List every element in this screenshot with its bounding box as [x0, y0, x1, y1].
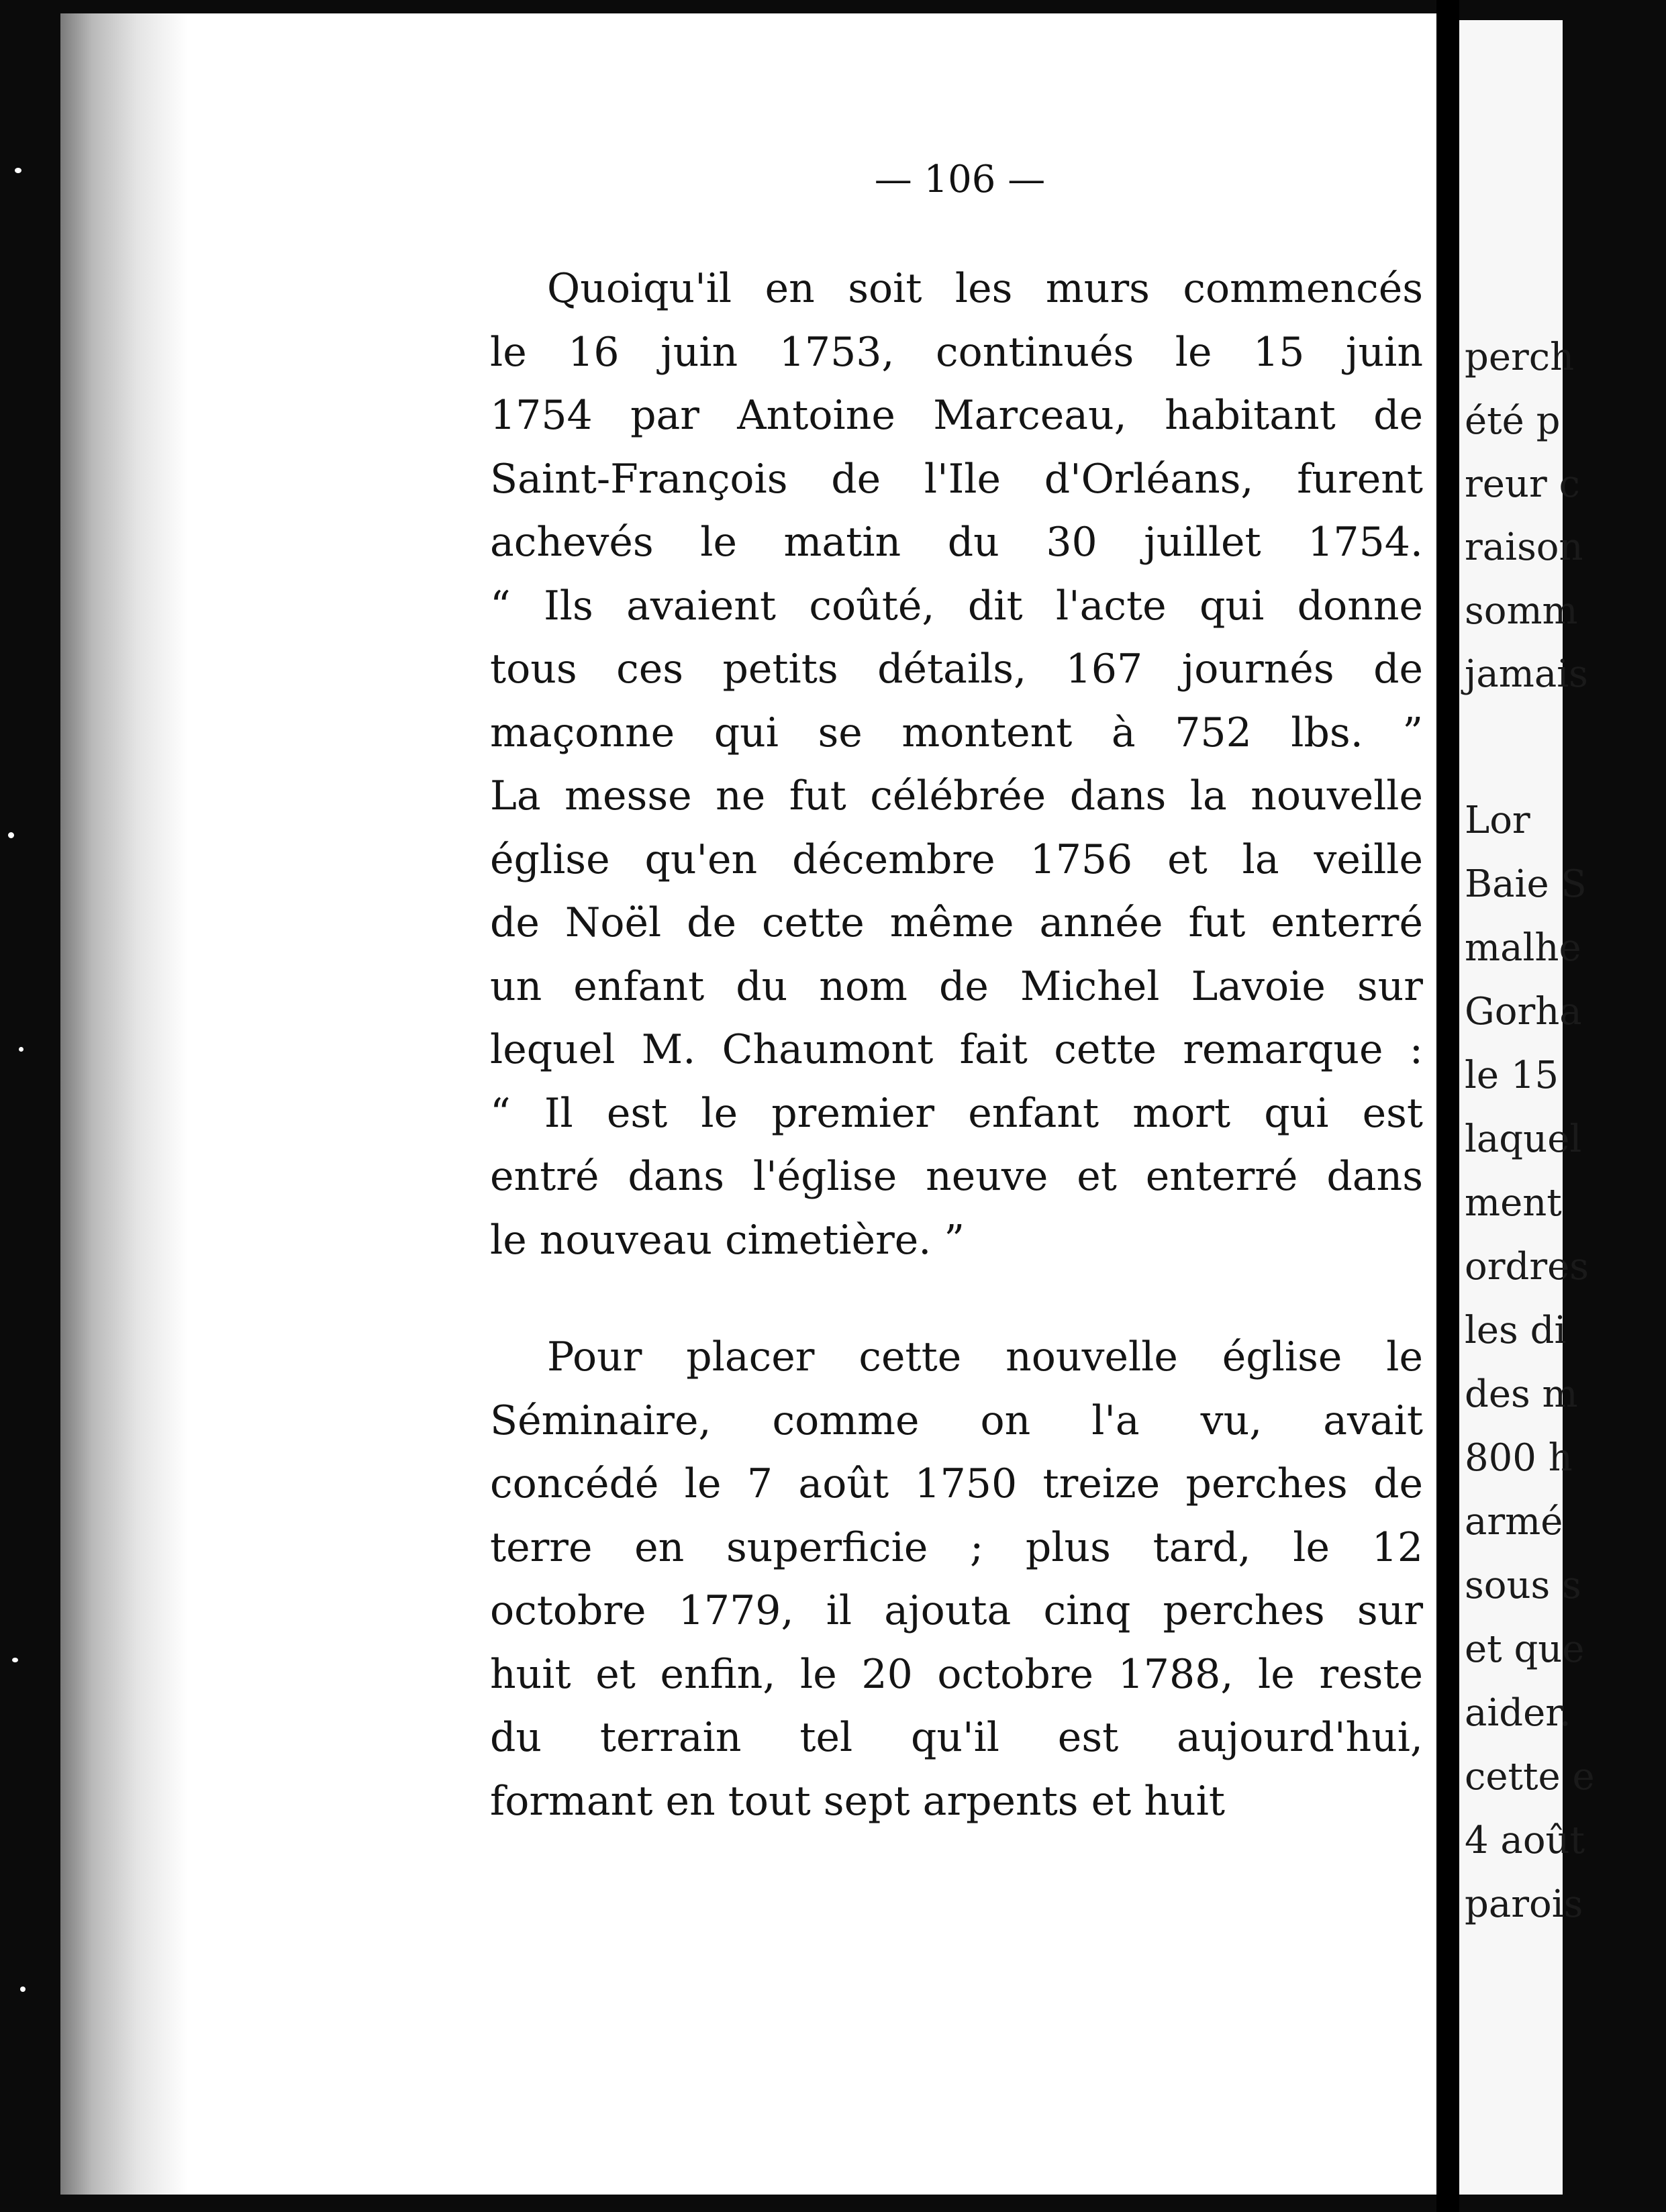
text-line: de Noël de cette même année fut enterré [490, 899, 1423, 946]
text-line: lequel M. Chaumont fait cette remarque : [490, 1026, 1423, 1073]
gutter-shadow [60, 13, 188, 2195]
text-line: formant en tout sept arpents et huit [490, 1777, 1225, 1825]
text-line: octobre 1779, il ajouta cinq perches sur [490, 1587, 1423, 1634]
facing-page-fragment: le 15 [1465, 1054, 1559, 1097]
text-line: terre en superficie ; plus tard, le 12 [490, 1523, 1423, 1571]
text-line: entré dans l'église neuve et enterré dans [490, 1153, 1423, 1200]
facing-page-fragment: jamais [1465, 652, 1588, 696]
facing-page-fragment: les di [1465, 1309, 1567, 1352]
facing-page-fragment: parois [1465, 1882, 1583, 1926]
facing-page-fragment: Gorha [1465, 990, 1582, 1034]
text-line: concédé le 7 août 1750 treize perches de [490, 1460, 1423, 1507]
text-line: “ Il est le premier enfant mort qui est [490, 1089, 1423, 1137]
text-line: du terrain tel qu'il est aujourd'hui, [490, 1714, 1423, 1761]
facing-page-fragment: somm [1465, 589, 1578, 633]
facing-page-fragment: ordres [1465, 1245, 1589, 1289]
facing-page-fragment: reur c [1465, 462, 1580, 506]
text-line: huit et enfin, le 20 octobre 1788, le reste [490, 1650, 1423, 1698]
facing-page-fragment: été p [1465, 399, 1561, 443]
text-line: église qu'en décembre 1756 et la veille [490, 836, 1423, 883]
text-line: le nouveau cimetière. ” [490, 1216, 965, 1264]
text-line: un enfant du nom de Michel Lavoie sur [490, 962, 1423, 1010]
text-line: Séminaire, comme on l'a vu, avait [490, 1397, 1423, 1444]
facing-page-fragment: laquel [1465, 1117, 1582, 1161]
facing-page-fragment: 800 h [1465, 1436, 1573, 1480]
book-spine [1436, 0, 1459, 2212]
text-line: 1754 par Antoine Marceau, habitant de [490, 392, 1423, 439]
facing-page-fragment: armé [1465, 1500, 1563, 1544]
facing-page-fragment: ment [1465, 1181, 1562, 1225]
facing-page-fragment: aider. [1465, 1691, 1571, 1735]
facing-page-fragment: des m [1465, 1372, 1578, 1416]
paragraph-1 [490, 257, 1423, 1272]
facing-page-fragment: perch [1465, 336, 1575, 379]
facing-page-fragment: 4 août [1465, 1819, 1585, 1862]
text-line: Pour placer cette nouvelle église le [547, 1334, 1423, 1380]
page-number: — 106 — [874, 158, 1046, 201]
facing-page-fragment: cette e [1465, 1755, 1595, 1799]
text-line: achevés le matin du 30 juillet 1754. [490, 519, 1423, 566]
text-line: tous ces petits détails, 167 journés de [490, 646, 1423, 693]
text-line: maçonne qui se montent à 752 lbs. ” [490, 709, 1423, 756]
scan-speck [15, 168, 21, 173]
facing-page-edge [1459, 20, 1595, 2195]
paragraph-2 [490, 1325, 1423, 1833]
facing-page-fragment: sous s [1465, 1564, 1581, 1607]
scan-speck [8, 832, 14, 838]
scan-speck [20, 1987, 26, 1992]
scan-speck [19, 1047, 23, 1052]
text-line: “ Ils avaient coûté, dit l'acte qui donne [490, 582, 1423, 630]
facing-page-fragment: Baie S [1465, 862, 1587, 906]
text-line: La messe ne fut célébrée dans la nouvelle [490, 772, 1423, 819]
facing-page-fragment: raison [1465, 525, 1583, 569]
facing-page-fragment: Lor [1465, 799, 1530, 842]
scan-speck [12, 1658, 18, 1662]
facing-page-fragment: et que [1465, 1627, 1585, 1671]
text-line: Quoiqu'il en soit les murs commencés [547, 265, 1423, 312]
facing-page-fragment: malhe [1465, 926, 1581, 970]
text-line: le 16 juin 1753, continués le 15 juin [490, 328, 1423, 376]
text-line: Saint-François de l'Ile d'Orléans, furent [490, 455, 1423, 503]
